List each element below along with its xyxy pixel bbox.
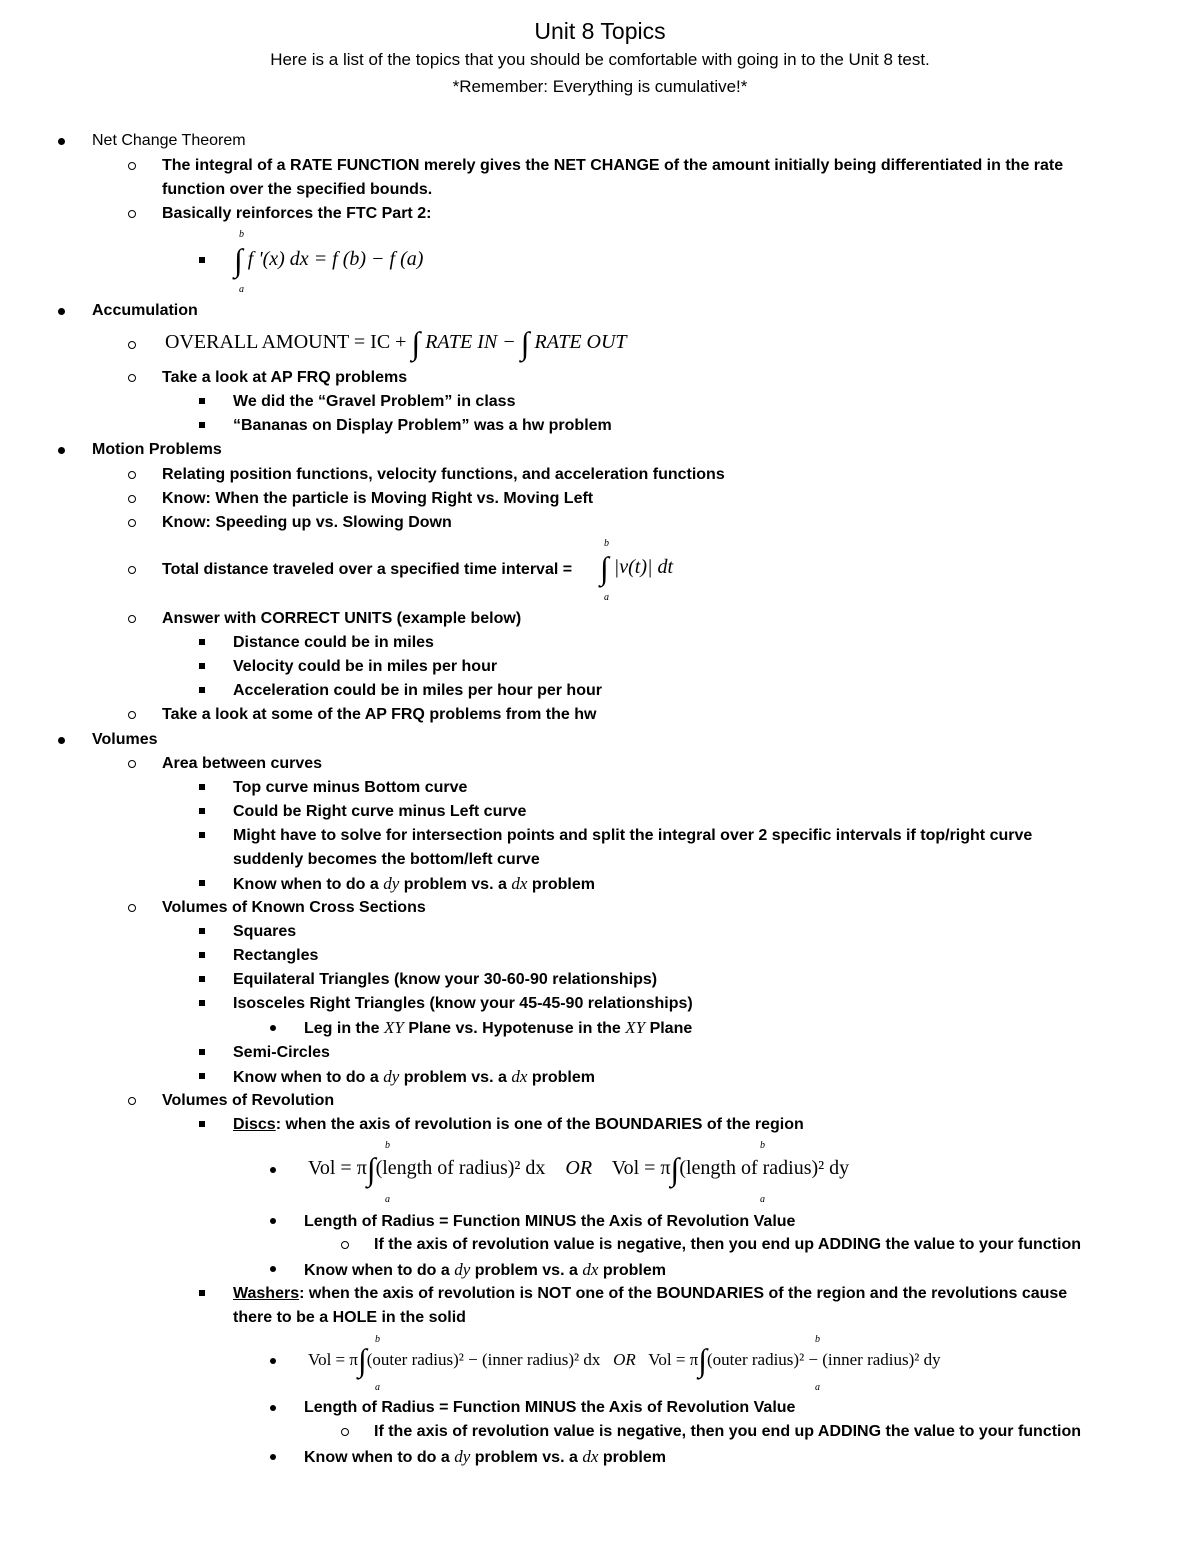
bullet-dot (270, 1266, 276, 1272)
cross-semicircles: Semi-Circles (233, 1044, 330, 1061)
integral-upper-limit: b (375, 1334, 380, 1345)
bullet-square (199, 687, 205, 693)
revolution-heading: Volumes of Revolution (162, 1092, 335, 1109)
integral-upper-limit: b (815, 1334, 820, 1345)
bullet-square (199, 257, 205, 263)
bullet-ring (128, 519, 136, 527)
integral-upper-limit: b (604, 538, 609, 549)
washer-radius-rule: Length of Radius = Function MINUS the Axis of Revolution Value (304, 1399, 796, 1416)
bullet-square (199, 976, 205, 982)
bullet-ring (128, 711, 136, 719)
bullet-ring (128, 210, 136, 218)
area-sub-2: Could be Right curve minus Left curve (233, 803, 527, 820)
motion-point-6: Take a look at some of the AP FRQ problems from the hw (162, 706, 597, 723)
bullet-square (199, 1073, 205, 1079)
integral-lower-limit: a (239, 284, 244, 295)
bullet-dot (58, 447, 65, 454)
integral-sign-icon: ∫ (600, 550, 609, 586)
cross-know: Know when to do a dy problem vs. a dx problem (233, 1067, 595, 1086)
section-heading-accumulation: Accumulation (92, 302, 198, 319)
bullet-ring (128, 1097, 136, 1105)
bullet-square (199, 639, 205, 645)
units-acceleration: Acceleration could be in miles per hour per hour (233, 682, 602, 699)
bullet-square (199, 1290, 205, 1296)
section-heading-motion: Motion Problems (92, 441, 222, 458)
area-sub-3b: suddenly becomes the bottom/left curve (233, 851, 540, 868)
accumulation-sub-1: We did the “Gravel Problem” in class (233, 393, 516, 410)
integral-sign-icon: ∫ (357, 1342, 367, 1378)
page-title: Unit 8 Topics (534, 18, 666, 44)
cross-heading: Volumes of Known Cross Sections (162, 899, 426, 916)
bullet-ring (128, 904, 136, 912)
ftc-formula: ∫ f '(x) dx = f (b) − f (a) (234, 242, 424, 278)
bullet-dot (58, 308, 65, 315)
section-heading-volumes: Volumes (92, 731, 158, 748)
bullet-ring (128, 341, 136, 349)
bullet-square (199, 398, 205, 404)
integral-sign-icon: ∫ (670, 1151, 680, 1187)
bullet-square (199, 663, 205, 669)
integral-sign-icon: ∫ (411, 325, 421, 361)
washers-line-a: Washers: when the axis of revolution is NOT one of the BOUNDARIES of the region and the revolutions cause (233, 1285, 1068, 1302)
bullet-square (199, 832, 205, 838)
disc-radius-rule: Length of Radius = Function MINUS the Axis of Revolution Value (304, 1213, 796, 1230)
integral-lower-limit: a (760, 1194, 765, 1205)
bullet-square (199, 952, 205, 958)
bullet-ring (341, 1428, 349, 1436)
bullet-square (199, 1121, 205, 1127)
reminder-text: *Remember: Everything is cumulative!* (452, 77, 748, 96)
bullet-square (199, 784, 205, 790)
bullet-square (199, 928, 205, 934)
units-distance: Distance could be in miles (233, 634, 434, 651)
bullet-dot (270, 1218, 276, 1224)
integral-sign-icon: ∫ (234, 242, 243, 278)
cross-isosceles-sub: Leg in the XY Plane vs. Hypotenuse in the XY Plane (304, 1018, 693, 1037)
area-sub-1: Top curve minus Bottom curve (233, 779, 468, 796)
motion-point-4: Total distance traveled over a specified time interval = (162, 561, 573, 578)
bullet-ring (341, 1241, 349, 1249)
bullet-dot (270, 1167, 276, 1173)
distance-formula: ∫ |v(t)| dt (600, 550, 674, 586)
bullet-dot (270, 1358, 276, 1364)
cross-rectangles: Rectangles (233, 947, 319, 964)
intro-text: Here is a list of the topics that you should be comfortable with going in to the Unit 8 test. (270, 50, 930, 69)
accumulation-sub-2: “Bananas on Display Problem” was a hw problem (233, 417, 612, 434)
bullet-ring (128, 471, 136, 479)
washers-line-b: there to be a HOLE in the solid (233, 1309, 466, 1326)
net-change-point-1b: function over the specified bounds. (162, 181, 433, 198)
integral-lower-limit: a (815, 1382, 820, 1393)
integral-sign-icon: ∫ (520, 325, 530, 361)
bullet-ring (128, 760, 136, 768)
bullet-square (199, 1000, 205, 1006)
bullet-dot (58, 737, 65, 744)
net-change-point-2: Basically reinforces the FTC Part 2: (162, 205, 432, 222)
washer-know: Know when to do a dy problem vs. a dx problem (304, 1447, 666, 1466)
bullet-square (199, 808, 205, 814)
bullet-dot (270, 1405, 276, 1411)
bullet-ring (128, 162, 136, 170)
bullet-square (199, 880, 205, 886)
area-sub-3a: Might have to solve for intersection points and split the integral over 2 specific intervals if top/right curve (233, 827, 1033, 844)
area-heading: Area between curves (162, 755, 323, 772)
integral-upper-limit: b (239, 229, 244, 240)
discs-line: Discs: when the axis of revolution is one of the BOUNDARIES of the region (233, 1116, 804, 1133)
bullet-ring (128, 374, 136, 382)
bullet-square (199, 1049, 205, 1055)
bullet-ring (128, 615, 136, 623)
bullet-ring (128, 495, 136, 503)
integral-lower-limit: a (385, 1194, 390, 1205)
cross-squares: Squares (233, 923, 297, 940)
disc-formula: Vol = π∫(length of radius)² dx OR Vol = π∫(length of radius)² dy (308, 1151, 850, 1187)
integral-sign-icon: ∫ (698, 1342, 708, 1378)
washer-negative-rule: If the axis of revolution value is negative, then you end up ADDING the value to your function (374, 1423, 1082, 1440)
integral-lower-limit: a (375, 1382, 380, 1393)
integral-sign-icon: ∫ (366, 1151, 376, 1187)
motion-point-2: Know: When the particle is Moving Right vs. Moving Left (162, 490, 594, 507)
motion-point-3: Know: Speeding up vs. Slowing Down (162, 514, 452, 531)
bullet-square (199, 422, 205, 428)
integral-lower-limit: a (604, 592, 609, 603)
integral-upper-limit: b (385, 1140, 390, 1151)
bullet-dot (58, 138, 65, 145)
bullet-ring (128, 566, 136, 574)
integral-upper-limit: b (760, 1140, 765, 1151)
disc-negative-rule: If the axis of revolution value is negative, then you end up ADDING the value to your function (374, 1236, 1082, 1253)
accumulation-point-2: Take a look at AP FRQ problems (162, 369, 408, 386)
section-heading-net-change: Net Change Theorem (92, 132, 246, 149)
washer-formula: Vol = π∫(outer radius)² − (inner radius)² dx OR Vol = π∫(outer radius)² − (inner radius)² dy (308, 1342, 941, 1378)
disc-know: Know when to do a dy problem vs. a dx problem (304, 1260, 666, 1279)
bullet-dot (270, 1454, 276, 1460)
motion-point-1: Relating position functions, velocity functions, and acceleration functions (162, 466, 725, 483)
accumulation-formula: OVERALL AMOUNT = IC + ∫ RATE IN − ∫ RATE OUT (165, 325, 627, 361)
area-sub-4: Know when to do a dy problem vs. a dx problem (233, 874, 595, 893)
cross-isosceles: Isosceles Right Triangles (know your 45-45-90 relationships) (233, 995, 693, 1012)
units-velocity: Velocity could be in miles per hour (233, 658, 498, 675)
net-change-point-1a: The integral of a RATE FUNCTION merely gives the NET CHANGE of the amount initially being differentiated in the rate (162, 157, 1064, 174)
bullet-dot (270, 1025, 276, 1031)
motion-point-5: Answer with CORRECT UNITS (example below) (162, 610, 522, 627)
cross-equilateral: Equilateral Triangles (know your 30-60-90 relationships) (233, 971, 658, 988)
